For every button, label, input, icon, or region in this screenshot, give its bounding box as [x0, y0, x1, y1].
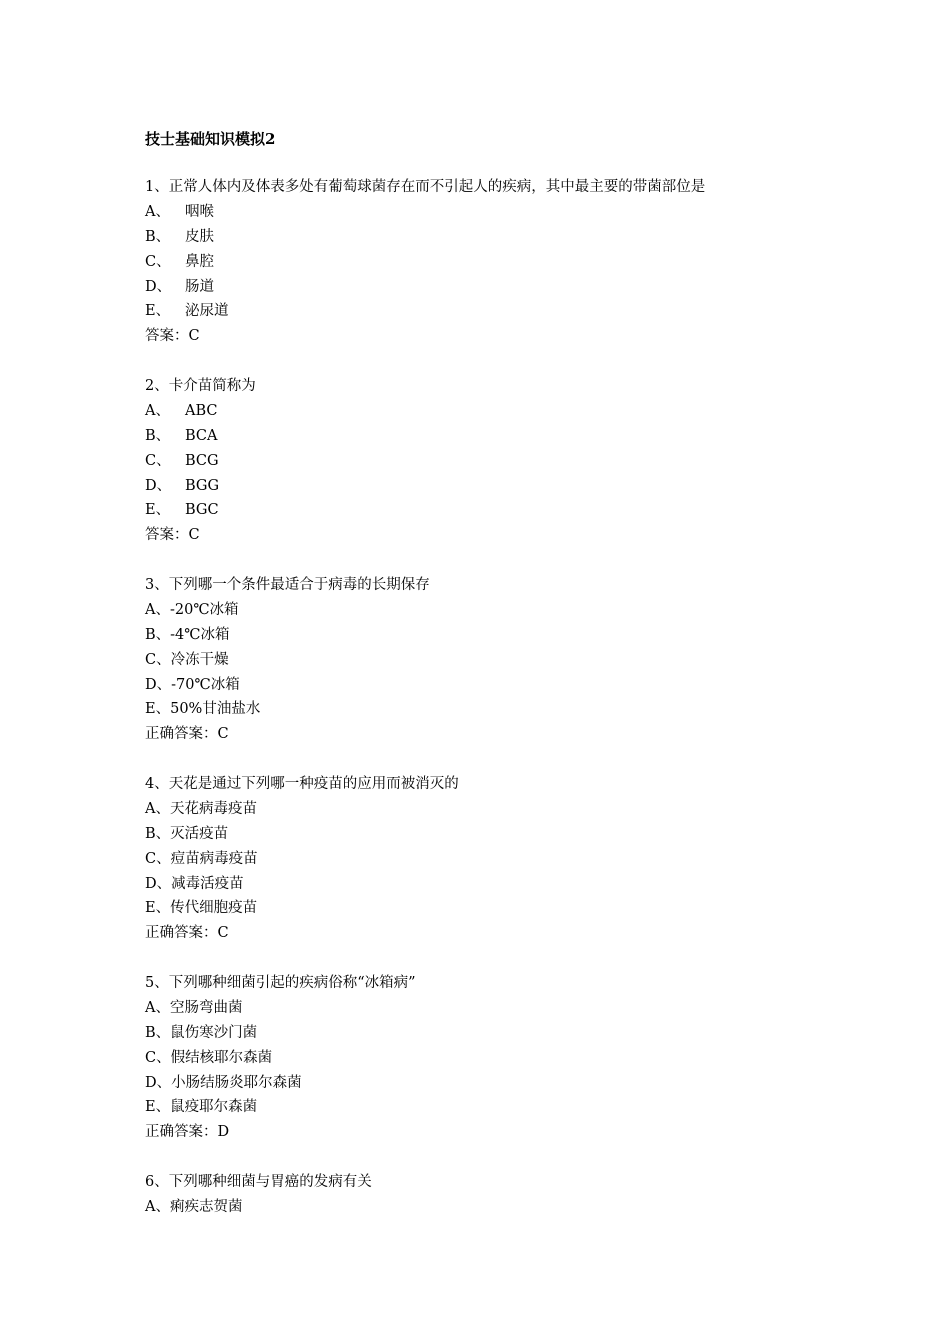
option-c	[145, 648, 430, 673]
option-a	[145, 797, 459, 822]
question-4	[145, 772, 459, 946]
question-5	[145, 971, 416, 1145]
question-stem: 2、卡介苗简称为	[145, 378, 256, 394]
option-letter: D、	[145, 676, 172, 693]
option-letter: A、	[145, 402, 170, 419]
question-1	[145, 175, 705, 349]
answer-line: 正确答案：C	[145, 925, 229, 942]
option-letter: C、	[145, 850, 171, 867]
option-text: 咽喉	[185, 203, 214, 220]
option-letter: C、	[145, 253, 171, 270]
option-letter: B、	[145, 626, 171, 643]
option-text: BCG	[185, 452, 219, 469]
option-a	[145, 996, 416, 1021]
option-text: BCA	[185, 427, 218, 444]
option-b	[145, 1021, 416, 1046]
option-c	[145, 847, 459, 872]
option-text: 空肠弯曲菌	[169, 999, 243, 1016]
option-letter: A、	[145, 601, 170, 618]
option-text: -20℃冰箱	[169, 601, 239, 618]
option-e	[145, 299, 705, 324]
option-d	[145, 673, 430, 698]
question-3	[145, 573, 430, 747]
option-e	[145, 498, 256, 523]
option-c	[145, 250, 705, 275]
option-letter: B、	[145, 427, 171, 444]
option-letter: D、	[145, 1074, 172, 1091]
option-text: 50%甘油盐水	[170, 701, 261, 718]
option-a	[145, 399, 256, 424]
answer-line: 正确答案：D	[145, 1124, 230, 1141]
question-stem: 5、下列哪种细菌引起的疾病俗称“冰箱病”	[145, 975, 416, 991]
option-text: -4℃冰箱	[170, 626, 230, 643]
option-letter: A、	[145, 203, 170, 220]
option-letter: E、	[145, 502, 171, 519]
option-text: BGC	[185, 502, 219, 519]
option-text: 减毒活疫苗	[171, 875, 244, 892]
option-letter: A、	[145, 800, 170, 817]
option-text: 鼠伤寒沙门菌	[170, 1024, 258, 1041]
option-text: BGG	[185, 477, 220, 494]
document-title: 技士基础知识模拟2	[145, 130, 276, 148]
option-text: ABC	[185, 402, 218, 419]
option-letter: B、	[145, 1024, 171, 1041]
option-text: 传代细胞疫苗	[170, 900, 258, 917]
option-b	[145, 424, 256, 449]
option-text: 假结核耶尔森菌	[170, 1049, 273, 1066]
answer-line: 正确答案：C	[145, 726, 229, 743]
option-text: 泌尿道	[185, 303, 229, 320]
option-d	[145, 474, 256, 499]
option-b	[145, 822, 459, 847]
question-stem: 3、下列哪一个条件最适合于病毒的长期保存	[145, 577, 430, 593]
option-letter: D、	[145, 477, 172, 494]
option-text: 天花病毒疫苗	[169, 800, 257, 817]
option-a	[145, 1195, 372, 1220]
option-text: 痘苗病毒疫苗	[170, 850, 258, 867]
option-text: 小肠结肠炎耶尔森菌	[171, 1074, 302, 1091]
option-e	[145, 896, 459, 921]
option-letter: B、	[145, 825, 171, 842]
option-e	[145, 697, 430, 722]
question-6	[145, 1170, 372, 1220]
option-text: 皮肤	[185, 228, 214, 245]
option-text: -70℃冰箱	[171, 676, 240, 693]
option-letter: C、	[145, 651, 171, 668]
option-letter: E、	[145, 1099, 171, 1116]
option-text: 灭活疫苗	[170, 825, 229, 842]
option-e	[145, 1095, 416, 1120]
option-letter: C、	[145, 1049, 171, 1066]
option-text: 痢疾志贺菌	[169, 1198, 243, 1215]
answer-line: 答案：C	[145, 527, 200, 544]
option-letter: A、	[145, 999, 170, 1016]
option-b	[145, 225, 705, 250]
answer-line: 答案：C	[145, 328, 200, 345]
option-letter: E、	[145, 900, 171, 917]
question-stem: 1、正常人体内及体表多处有葡萄球菌存在而不引起人的疾病，其中最主要的带菌部位是	[145, 179, 706, 195]
option-text: 肠道	[185, 278, 214, 295]
option-letter: D、	[145, 278, 172, 295]
option-a	[145, 200, 705, 225]
question-stem: 4、天花是通过下列哪一种疫苗的应用而被消灭的	[145, 776, 459, 792]
question-2	[145, 374, 256, 548]
option-d	[145, 1071, 416, 1096]
option-d	[145, 872, 459, 897]
option-text: 鼻腔	[185, 253, 214, 270]
option-d	[145, 275, 705, 300]
option-letter: A、	[145, 1198, 170, 1215]
question-stem: 6、下列哪种细菌与胃癌的发病有关	[145, 1174, 372, 1190]
option-a	[145, 598, 430, 623]
option-c	[145, 1046, 416, 1071]
option-letter: D、	[145, 875, 172, 892]
option-text: 冷冻干燥	[170, 651, 229, 668]
option-letter: E、	[145, 701, 171, 718]
option-letter: E、	[145, 303, 171, 320]
option-c	[145, 449, 256, 474]
option-letter: B、	[145, 228, 171, 245]
option-b	[145, 623, 430, 648]
option-letter: C、	[145, 452, 171, 469]
option-text: 鼠疫耶尔森菌	[170, 1099, 258, 1116]
